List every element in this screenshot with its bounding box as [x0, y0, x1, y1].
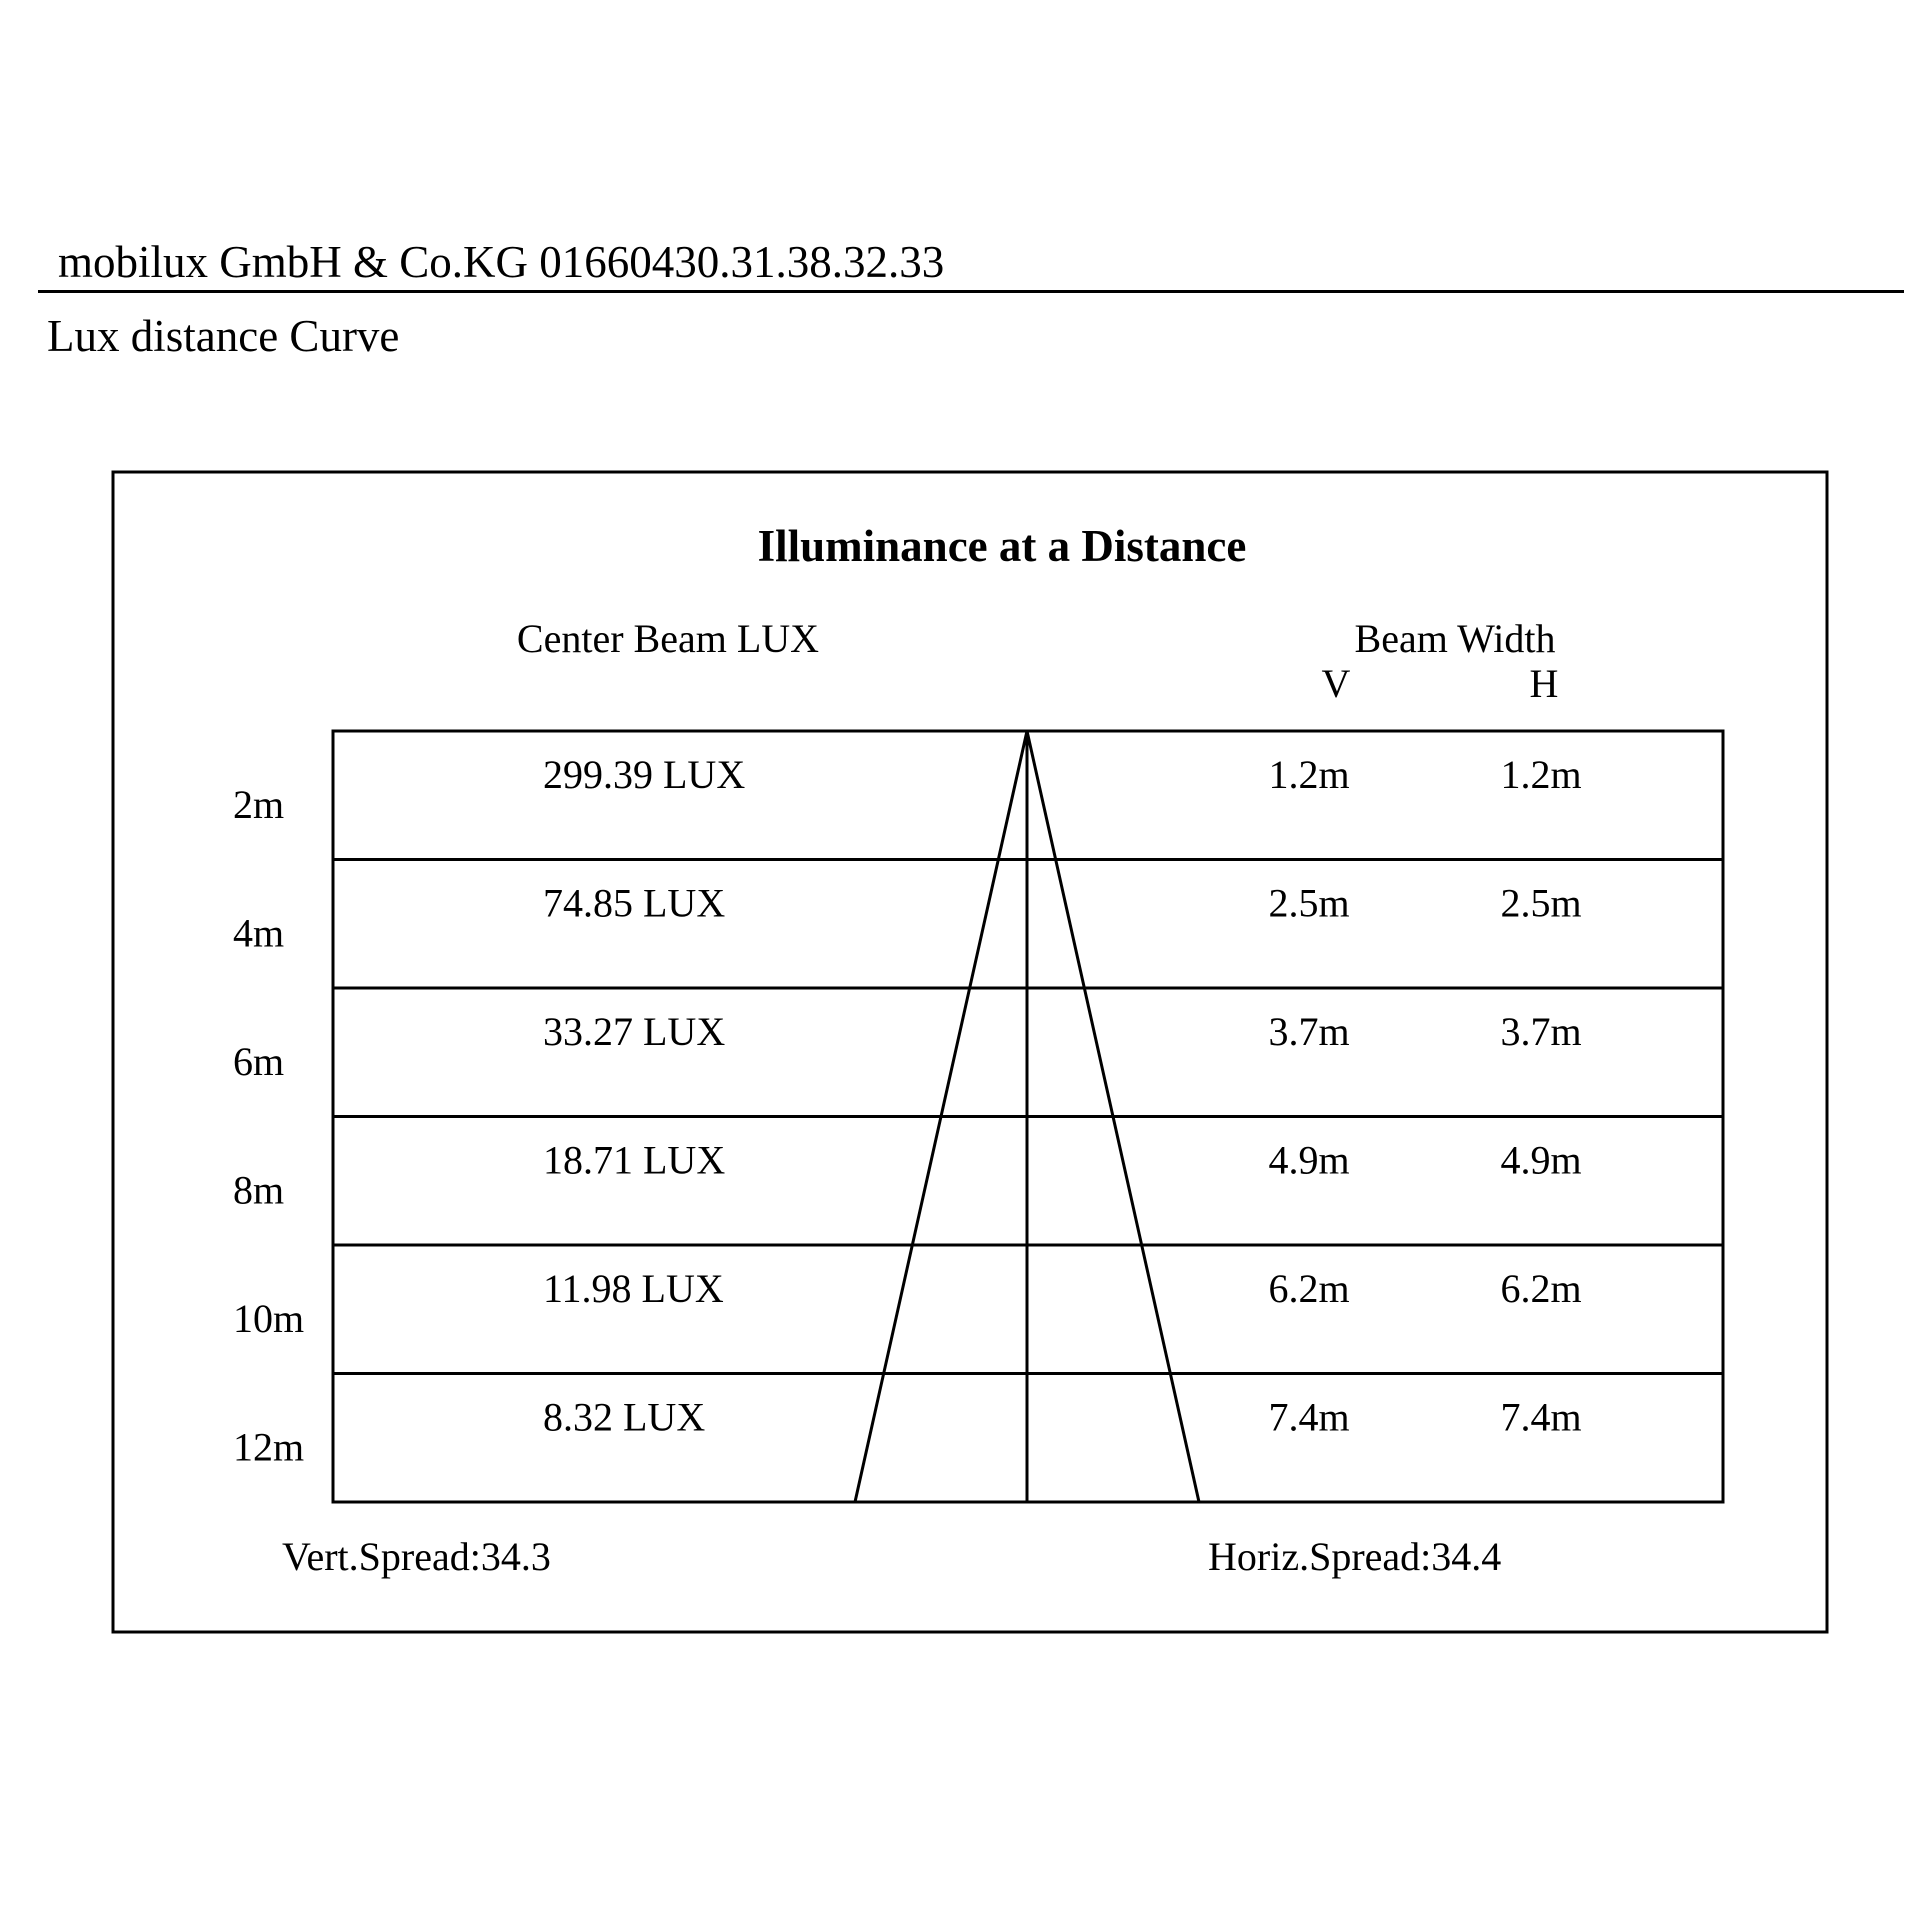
lux-value: 74.85 LUX: [543, 880, 726, 926]
lux-value: 11.98 LUX: [543, 1266, 724, 1311]
horiz-spread-label: Horiz.Spread:34.4: [1208, 1534, 1502, 1579]
page-title: mobilux GmbH & Co.KG 01660430.31.38.32.33: [58, 237, 945, 287]
beam-width-h: 7.4m: [1500, 1394, 1582, 1440]
vert-spread-label: Vert.Spread:34.3: [282, 1534, 551, 1579]
column-header-v: V: [1321, 661, 1351, 706]
page-subtitle: Lux distance Curve: [47, 311, 400, 361]
beam-width-v: 4.9m: [1268, 1137, 1350, 1183]
chart-title: Illuminance at a Distance: [757, 521, 1247, 571]
distance-label: 2m: [233, 782, 285, 827]
beam-width-h: 4.9m: [1500, 1137, 1582, 1183]
beam-width-h: 6.2m: [1500, 1266, 1582, 1311]
lux-value: 33.27 LUX: [543, 1009, 726, 1054]
distance-label: 10m: [233, 1296, 305, 1341]
beam-width-v: 1.2m: [1268, 752, 1350, 797]
lux-value: 299.39 LUX: [543, 752, 746, 797]
column-header-beam-width: Beam Width: [1354, 616, 1556, 661]
column-header-h: H: [1529, 661, 1559, 706]
lux-value: 8.32 LUX: [543, 1394, 706, 1440]
beam-width-h: 1.2m: [1500, 752, 1582, 797]
beam-width-v: 2.5m: [1268, 880, 1350, 926]
distance-label: 6m: [233, 1039, 285, 1084]
beam-width-h: 2.5m: [1500, 880, 1582, 926]
beam-width-h: 3.7m: [1500, 1009, 1582, 1054]
beam-width-v: 7.4m: [1268, 1394, 1350, 1440]
distance-label: 4m: [233, 910, 285, 956]
column-header-lux: Center Beam LUX: [516, 616, 820, 661]
beam-width-v: 3.7m: [1268, 1009, 1350, 1054]
distance-label: 8m: [233, 1167, 285, 1213]
distance-label: 12m: [233, 1424, 305, 1470]
lux-value: 18.71 LUX: [543, 1137, 726, 1183]
beam-width-v: 6.2m: [1268, 1266, 1350, 1311]
